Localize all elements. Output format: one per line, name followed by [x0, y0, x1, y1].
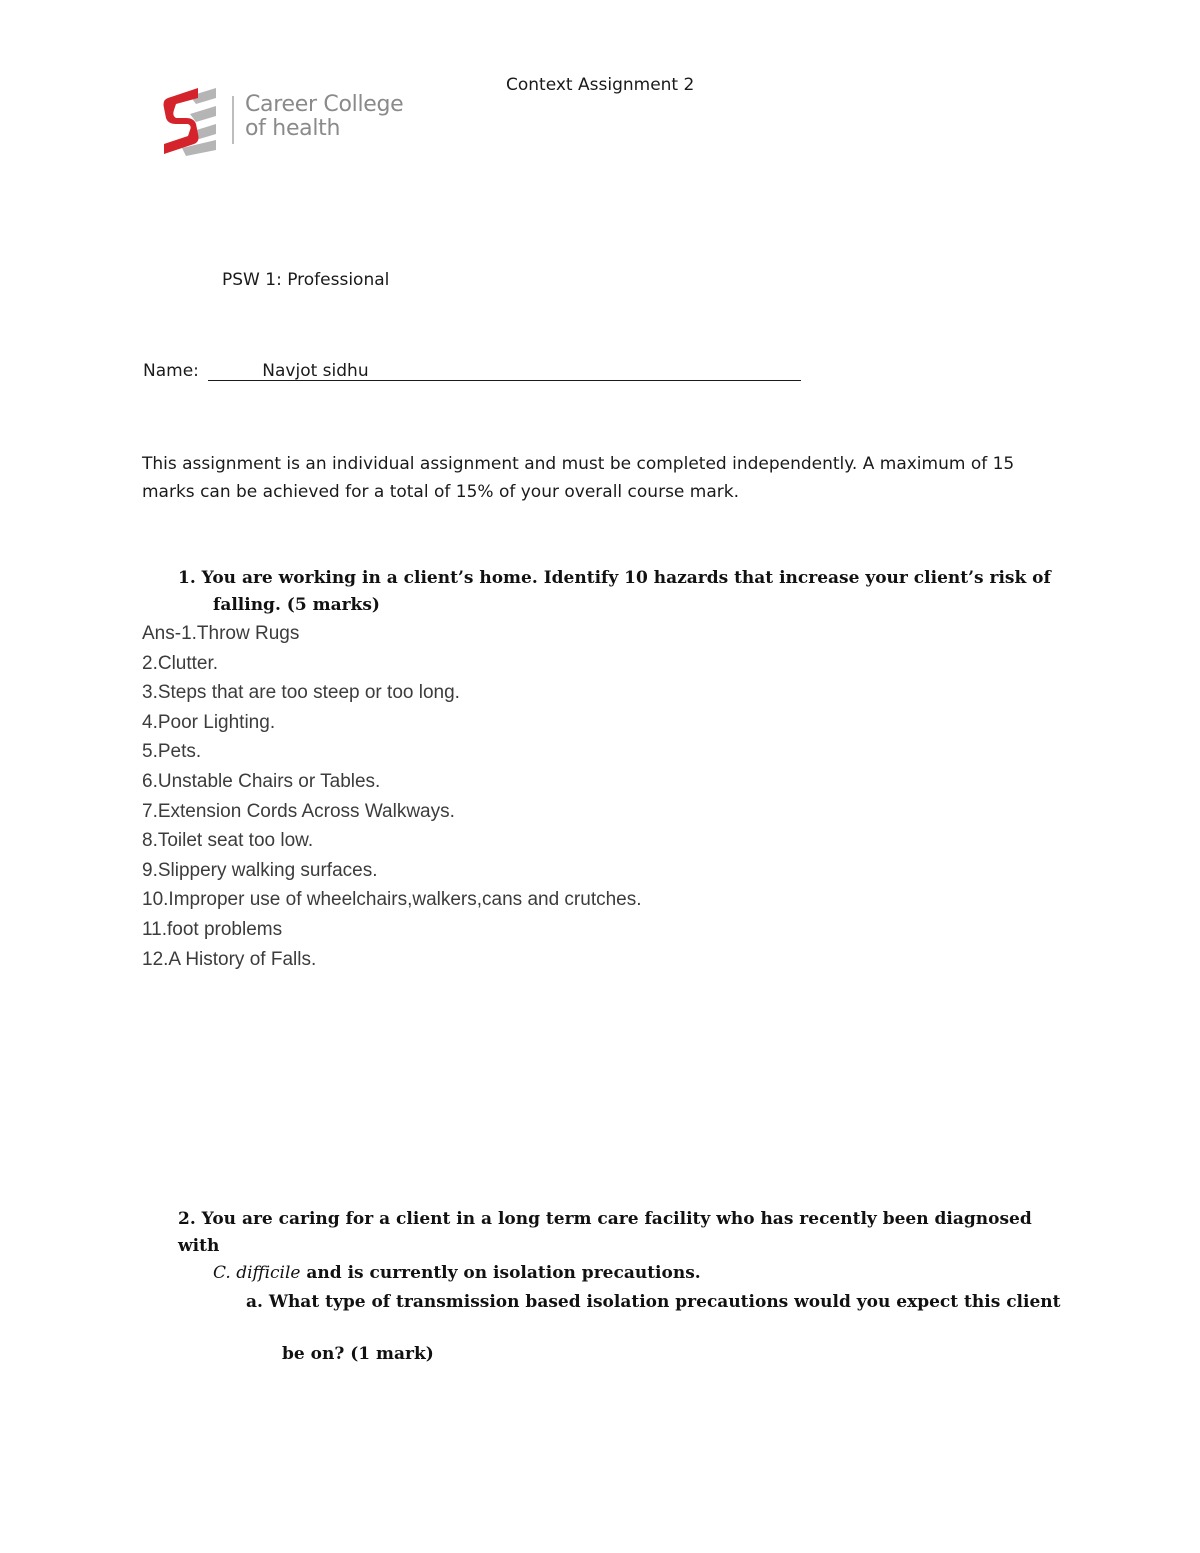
- question-2-line1: You are caring for a client in a long term care facility who has recently been diagnosed with: [178, 1209, 1032, 1256]
- answer-item: 9.Slippery walking surfaces.: [142, 859, 378, 881]
- answer-item: 10.Improper use of wheelchairs,walkers,cans and crutches.: [142, 889, 642, 911]
- answer-item: 2.Clutter.: [142, 652, 219, 674]
- logo-divider: [232, 96, 234, 144]
- answer-item: Ans-1.Throw Rugs: [142, 623, 300, 644]
- logo-text: [245, 93, 403, 141]
- answer-item: 8.Toilet seat too low.: [142, 830, 314, 852]
- name-field: [143, 361, 801, 381]
- answer-item: 3.Steps that are too steep or too long.: [142, 682, 460, 704]
- intro-line-2: marks can be achieved for a total of 15% of your overall course mark.: [142, 482, 740, 502]
- intro-line-1: This assignment is an individual assignment and must be completed independently. A maximum of 15: [142, 454, 1015, 474]
- question-2-line2-rest: and is currently on isolation precautions.: [300, 1263, 701, 1283]
- answer-item: 7.Extension Cords Across Walkways.: [142, 800, 455, 822]
- name-underline-trail: [369, 362, 801, 381]
- answer-item: 12.A History of Falls.: [142, 948, 317, 970]
- question-1: [178, 565, 1078, 619]
- name-value: Navjot sidhu: [262, 361, 369, 381]
- name-label: Name:: [143, 361, 199, 381]
- question-2-number: 2.: [178, 1209, 196, 1229]
- answer-item: 6.Unstable Chairs or Tables.: [142, 770, 381, 792]
- question-2: [178, 1206, 1078, 1287]
- question-2-line2: [178, 1260, 1078, 1287]
- answer-item: 5.Pets.: [142, 741, 202, 763]
- question-1-number: 1.: [178, 568, 196, 588]
- logo-text-line1: Career College: [245, 92, 404, 117]
- name-underline-lead: [208, 362, 262, 381]
- question-2-organism: C. difficile: [213, 1263, 301, 1283]
- answer-item: 4.Poor Lighting.: [142, 711, 276, 733]
- document-title: Context Assignment 2: [506, 75, 695, 95]
- assignment-intro: [142, 450, 1062, 506]
- answer-list: [142, 619, 642, 974]
- question-1-line1: You are working in a client’s home. Identify 10 hazards that increase your client’s risk of: [201, 568, 1051, 588]
- question-1-line2: falling. (5 marks): [213, 595, 380, 615]
- college-logo-mark: [160, 84, 232, 158]
- answer-item: 11.foot problems: [142, 918, 283, 940]
- question-2a-line1: a. What type of transmission based isolation precautions would you expect this client: [246, 1292, 1061, 1312]
- logo-text-line2: of health: [245, 116, 341, 141]
- course-name: PSW 1: Professional: [222, 270, 390, 290]
- question-2a-line2: be on? (1 mark): [282, 1344, 434, 1364]
